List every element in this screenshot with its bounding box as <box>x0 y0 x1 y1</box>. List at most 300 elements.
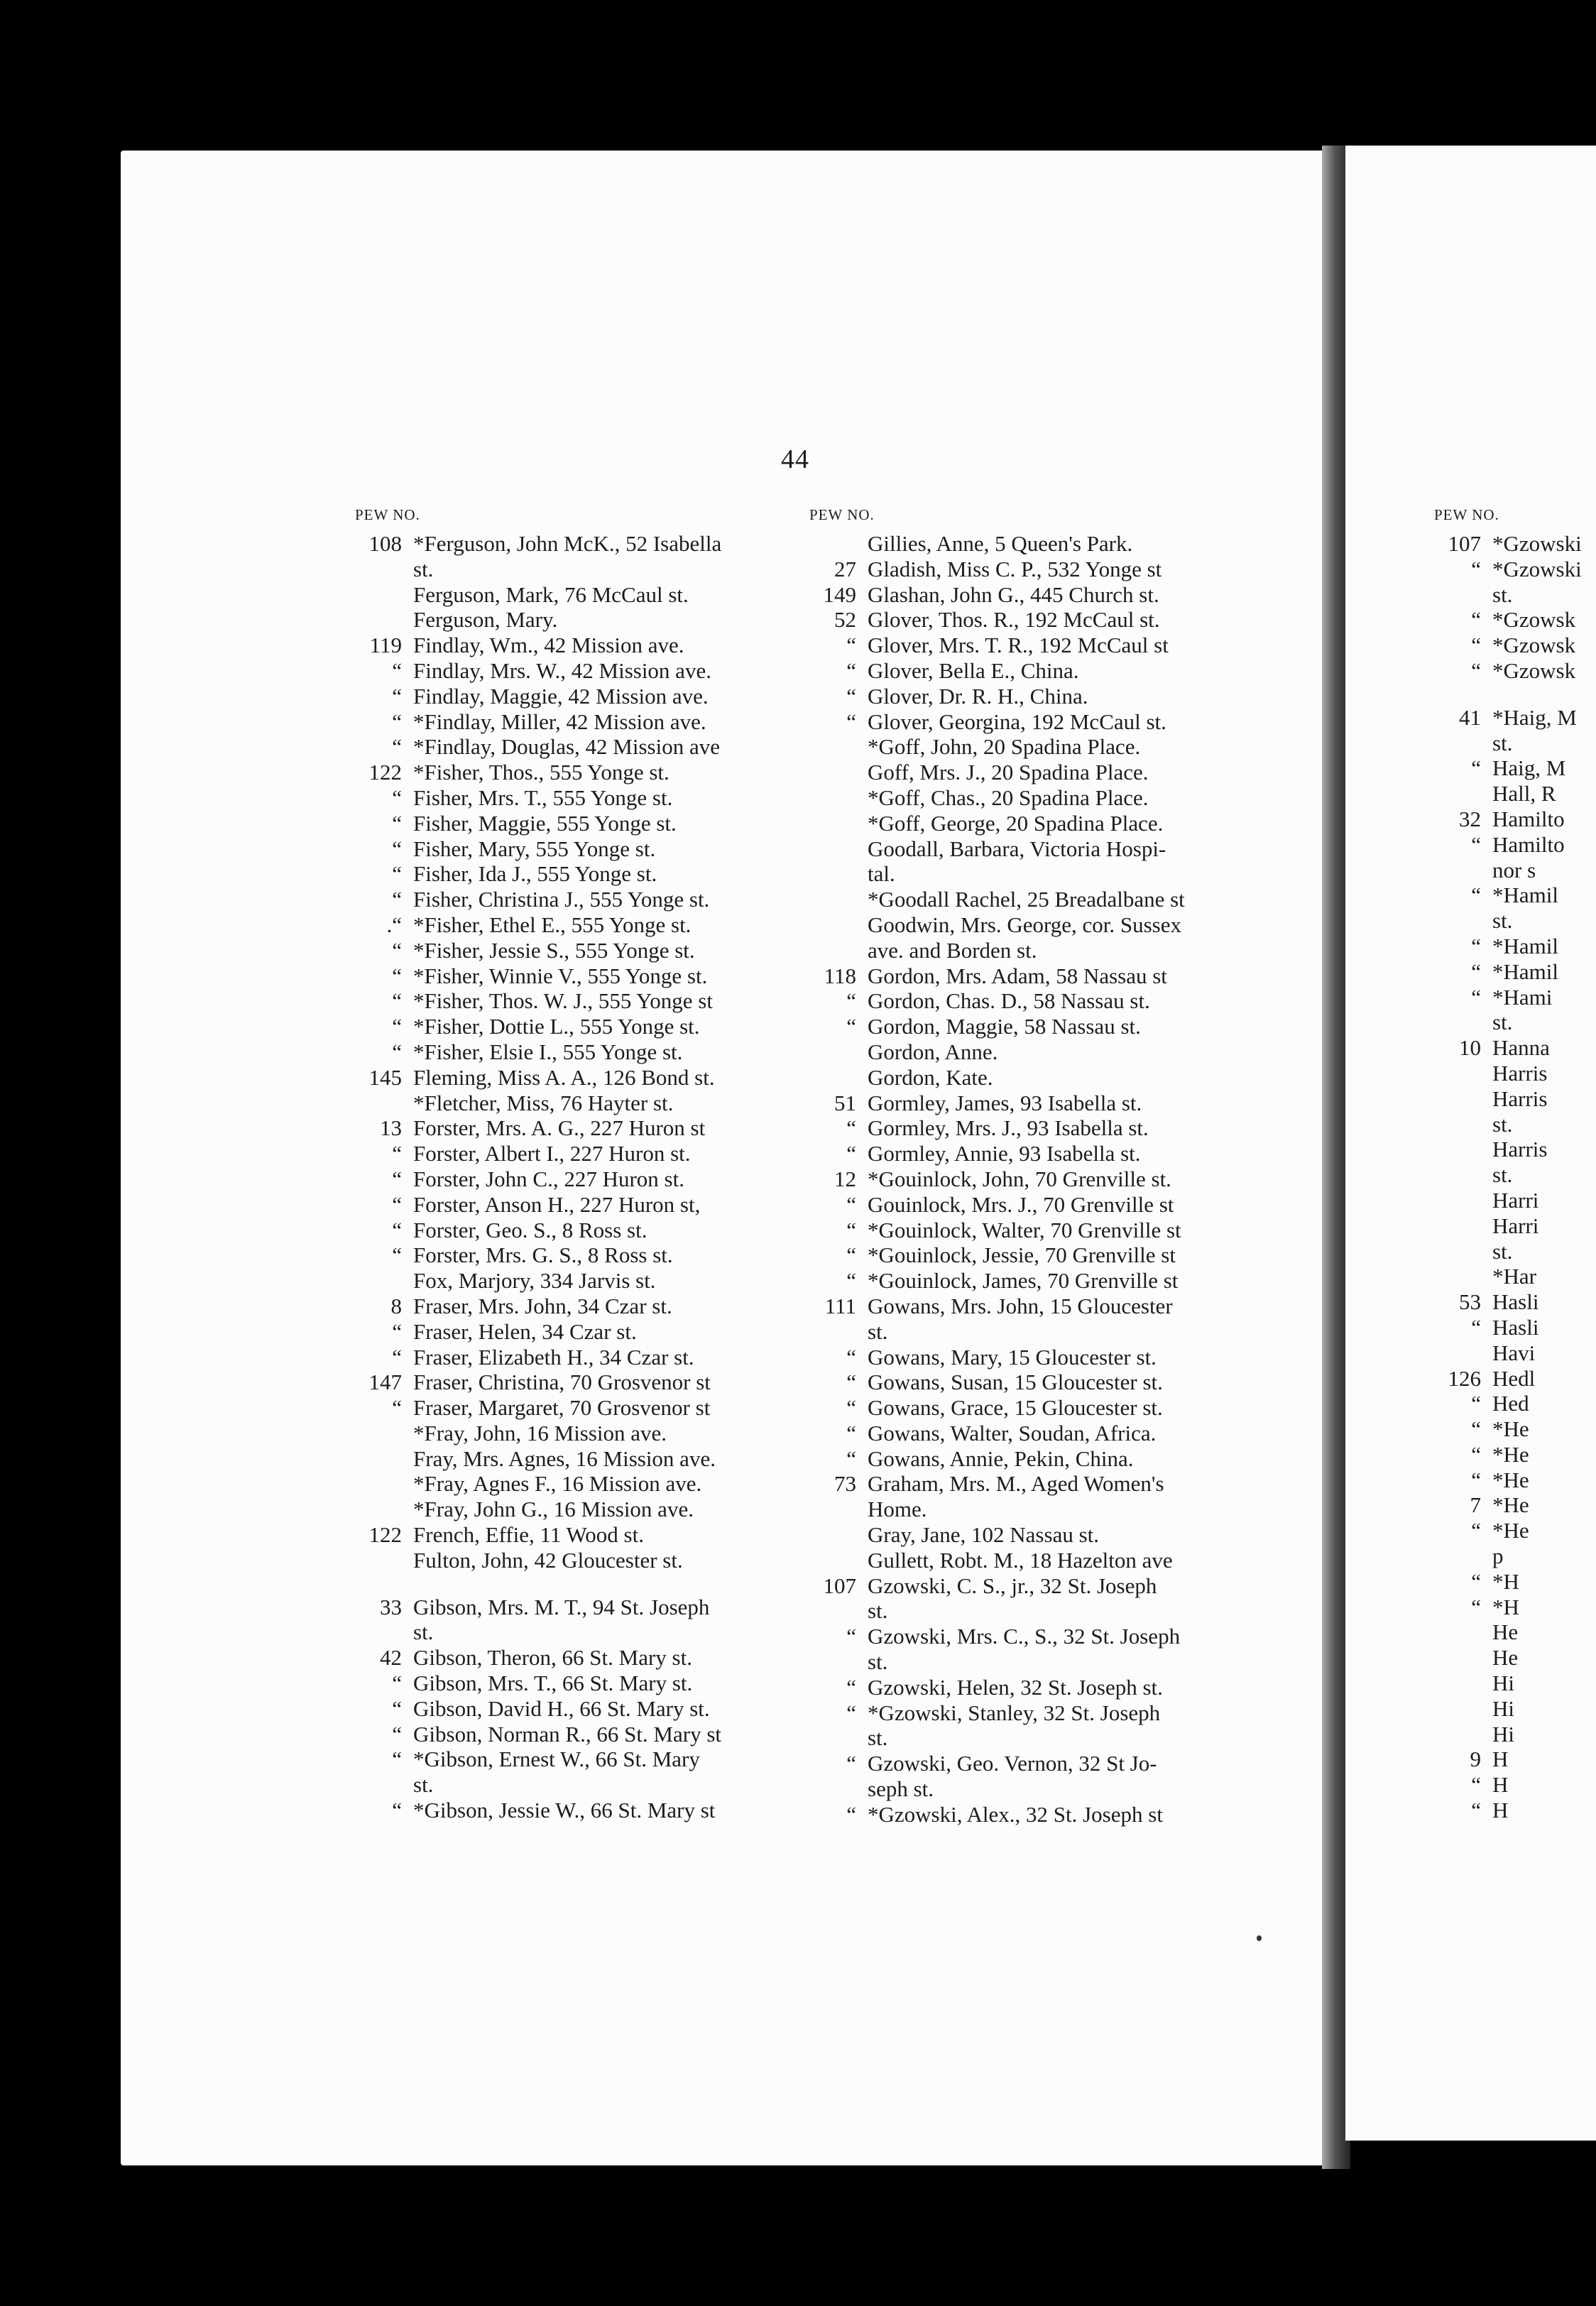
member-entry-text: Goff, Mrs. J., 20 Spadina Place. <box>868 760 1149 785</box>
directory-entry <box>355 1671 721 1696</box>
pew-number <box>809 1649 868 1675</box>
directory-entry <box>1434 1722 1582 1747</box>
pew-number: “ <box>1471 755 1481 781</box>
member-entry-text: Gibson, David H., 66 St. Mary st. <box>413 1695 710 1721</box>
pew-number <box>809 1598 868 1624</box>
pew-number: “ <box>392 810 402 836</box>
member-entry-text: Gormley, James, 93 Isabella st. <box>868 1090 1142 1115</box>
member-entry-text: *Ferguson, John McK., 52 Isabella <box>413 531 722 556</box>
directory-entry <box>809 1751 1185 1776</box>
member-entry-text: *Fisher, Elsie I., 555 Yonge st. <box>413 1039 683 1064</box>
member-entry-text: *Findlay, Douglas, 42 Mission ave <box>413 734 720 760</box>
member-entry-text: He <box>1492 1645 1519 1671</box>
pew-number: “ <box>846 657 856 683</box>
directory-entry <box>355 1065 721 1091</box>
member-entry-text: *Fisher, Ethel E., 555 Yonge st. <box>413 912 692 937</box>
directory-entry <box>355 861 721 887</box>
directory-entry <box>809 1014 1185 1039</box>
member-entry-text: *Goff, Chas., 20 Spadina Place. <box>868 785 1149 810</box>
member-entry-text: Gowans, Susan, 15 Gloucester st. <box>868 1370 1163 1395</box>
pew-number: “ <box>392 861 402 887</box>
directory-entry <box>809 1700 1185 1726</box>
directory-entry <box>1434 832 1582 858</box>
pew-number: “ <box>1471 1416 1481 1442</box>
member-entry-text: *Fisher, Dottie L., 555 Yonge st. <box>413 1014 700 1039</box>
pew-number: “ <box>846 1014 856 1039</box>
pew-number <box>809 531 868 557</box>
directory-entry <box>1434 1340 1582 1366</box>
directory-entry <box>809 1649 1185 1675</box>
left-column <box>355 506 721 1823</box>
member-entry-text: Gzowski, Mrs. C., S., 32 St. Joseph <box>868 1624 1181 1649</box>
pew-number: “ <box>392 836 402 861</box>
member-entry-text: Fraser, Margaret, 70 Grosvenor st <box>413 1395 711 1421</box>
directory-entry <box>809 1115 1185 1141</box>
middle-column <box>809 506 1185 1827</box>
pew-number <box>1434 1086 1492 1112</box>
member-entry-text: French, Effie, 11 Wood st. <box>413 1522 644 1548</box>
pew-number: “ <box>846 1395 856 1421</box>
directory-entry <box>1434 1112 1582 1137</box>
directory-entry <box>355 1014 721 1039</box>
member-entry-text: ave. and Borden st. <box>868 937 1037 963</box>
member-entry-text: tal. <box>868 861 895 887</box>
member-entry-text: Gzowski, C. S., jr., 32 St. Joseph <box>868 1573 1157 1598</box>
pew-number: “ <box>392 1747 402 1772</box>
pew-number: 42 <box>380 1645 402 1671</box>
directory-entry <box>1434 1595 1582 1620</box>
pew-number: “ <box>392 683 402 709</box>
directory-entry <box>355 1595 721 1620</box>
pew-number: 7 <box>1470 1492 1481 1518</box>
directory-entry <box>1434 1391 1582 1416</box>
pew-number <box>1434 1543 1492 1569</box>
directory-entry <box>1434 959 1582 985</box>
pew-number: “ <box>846 1191 856 1217</box>
member-entry-text: *Hami <box>1492 984 1553 1010</box>
member-entry-text: Harri <box>1492 1187 1539 1213</box>
member-entry-text: Forster, Mrs. G. S., 8 Ross st. <box>413 1242 673 1268</box>
pew-number <box>809 1725 868 1751</box>
pew-number: “ <box>392 657 402 683</box>
member-entry-text: st. <box>1492 730 1513 755</box>
directory-entry <box>355 684 721 709</box>
member-entry-text: seph st. <box>868 1776 934 1802</box>
pew-number: .“ <box>386 912 402 937</box>
member-entry-text: *Findlay, Miller, 42 Mission ave. <box>413 709 706 734</box>
directory-entry <box>809 785 1185 811</box>
directory-entry <box>1434 1188 1582 1213</box>
directory-entry <box>809 988 1185 1014</box>
pew-number: “ <box>1471 882 1481 908</box>
directory-entry <box>1434 934 1582 959</box>
directory-entry <box>1434 807 1582 832</box>
directory-entry <box>809 658 1185 684</box>
directory-entry <box>1434 1035 1582 1061</box>
member-entry-text: Forster, Mrs. A. G., 227 Huron st <box>413 1115 706 1141</box>
pew-number <box>809 938 868 963</box>
member-entry-text: Hall, R <box>1492 781 1556 807</box>
pew-number: “ <box>1471 1568 1481 1594</box>
pew-number: “ <box>1471 984 1481 1010</box>
pew-number: “ <box>1471 1314 1481 1340</box>
directory-entry <box>809 1624 1185 1649</box>
directory-entry <box>355 1446 721 1472</box>
member-entry-text: Forster, Geo. S., 8 Ross st. <box>413 1217 647 1242</box>
pew-number: “ <box>846 1446 856 1471</box>
directory-entry <box>355 633 721 658</box>
pew-number <box>809 912 868 938</box>
directory-entry <box>1434 731 1582 756</box>
directory-entry <box>809 582 1185 608</box>
member-entry-text: *He <box>1492 1492 1529 1518</box>
directory-entry <box>355 1091 721 1116</box>
member-entry-text: *Fisher, Jessie S., 555 Yonge st. <box>413 937 695 963</box>
member-entry-text: Fisher, Christina J., 555 Yonge st. <box>413 887 710 912</box>
pew-number: 147 <box>368 1370 402 1395</box>
directory-entry <box>355 1497 721 1522</box>
directory-entry <box>355 963 721 989</box>
directory-entry <box>1434 1569 1582 1595</box>
pew-number: “ <box>1471 1441 1481 1467</box>
member-entry-text: *Fray, John G., 16 Mission ave. <box>413 1497 694 1522</box>
member-entry-text: Graham, Mrs. M., Aged Women's <box>868 1471 1164 1497</box>
directory-entry <box>1434 658 1582 684</box>
pew-number: 51 <box>834 1090 856 1115</box>
directory-entry <box>809 1776 1185 1802</box>
directory-entry <box>1434 1213 1582 1239</box>
directory-entry <box>1434 1798 1582 1823</box>
pew-number: 118 <box>824 963 856 988</box>
member-entry-text: Fulton, John, 42 Gloucester st. <box>413 1547 683 1573</box>
member-entry-text: Findlay, Maggie, 42 Mission ave. <box>413 683 709 709</box>
directory-entry <box>355 1522 721 1548</box>
member-entry-text: *Gzowski, Stanley, 32 St. Joseph <box>868 1700 1161 1725</box>
member-entry-text: st. <box>413 556 434 581</box>
pew-number: “ <box>1471 958 1481 984</box>
pew-number <box>355 582 413 608</box>
pew-number: 33 <box>380 1594 402 1619</box>
pew-number: “ <box>1471 633 1481 658</box>
member-entry-text: st. <box>868 1318 888 1344</box>
directory-entry <box>1434 582 1582 608</box>
pew-number <box>355 1446 413 1472</box>
directory-entry <box>809 1370 1185 1395</box>
pew-number: “ <box>392 1014 402 1039</box>
member-entry-text: Fraser, Mrs. John, 34 Czar st. <box>413 1293 672 1318</box>
member-entry-text: Harris <box>1492 1086 1548 1111</box>
pew-number: 111 <box>824 1293 856 1318</box>
directory-entry <box>355 1141 721 1166</box>
member-entry-text: Fraser, Helen, 34 Czar st. <box>413 1318 637 1344</box>
member-entry-text: *He <box>1492 1518 1529 1543</box>
directory-entry <box>1434 1442 1582 1468</box>
pew-number: “ <box>1471 556 1481 581</box>
pew-number <box>809 1319 868 1345</box>
directory-entry <box>1434 1619 1582 1645</box>
directory-entry <box>809 633 1185 658</box>
pew-number: 122 <box>368 1522 402 1548</box>
pew-number: “ <box>846 1217 856 1242</box>
pew-number: “ <box>392 988 402 1014</box>
pew-number: “ <box>846 1751 856 1776</box>
directory-entry <box>1434 1416 1582 1442</box>
member-entry-text: st. <box>1492 1162 1513 1188</box>
member-entry-text: Gordon, Kate. <box>868 1064 993 1090</box>
pew-number <box>809 734 868 760</box>
pew-number: “ <box>392 1141 402 1166</box>
member-entry-text: *Gzowski <box>1492 531 1582 556</box>
directory-entry <box>1434 705 1582 731</box>
member-entry-text: *Gibson, Ernest W., 66 St. Mary <box>413 1747 700 1772</box>
member-entry-text: *Fisher, Thos., 555 Yonge st. <box>413 760 669 785</box>
directory-entry <box>1434 1010 1582 1035</box>
directory-entry <box>355 785 721 811</box>
pew-number: “ <box>846 988 856 1014</box>
directory-entry <box>355 1696 721 1722</box>
member-entry-text: *Gouinlock, John, 70 Grenville st. <box>868 1166 1171 1191</box>
pew-number <box>355 557 413 582</box>
pew-number: 53 <box>1459 1289 1481 1315</box>
member-entry-text: st. <box>1492 908 1513 934</box>
directory-entry <box>809 963 1185 989</box>
member-entry-text: *Fisher, Thos. W. J., 555 Yonge st <box>413 988 713 1014</box>
directory-entry <box>1434 781 1582 807</box>
directory-entry <box>809 1268 1185 1294</box>
member-entry-text: Glover, Georgina, 192 McCaul st. <box>868 709 1166 734</box>
member-entry-text: Gowans, Mrs. John, 15 Gloucester <box>868 1293 1173 1318</box>
directory-entry <box>1434 1086 1582 1112</box>
pew-number: 122 <box>368 760 402 785</box>
directory-entry <box>355 1370 721 1395</box>
pew-number <box>1434 1137 1492 1162</box>
member-entry-text: Gullett, Robt. M., 18 Hazelton ave <box>868 1547 1173 1573</box>
member-entry-text: *Goff, John, 20 Spadina Place. <box>868 734 1141 760</box>
member-entry-text: *Goodall Rachel, 25 Breadalbane st <box>868 887 1185 912</box>
pew-number: 8 <box>390 1293 402 1318</box>
directory-entry <box>355 836 721 862</box>
member-entry-text: st. <box>1492 1111 1513 1137</box>
member-entry-text: Hamilto <box>1492 831 1565 857</box>
pew-number: “ <box>392 1039 402 1064</box>
member-entry-text: Gibson, Norman R., 66 St. Mary st <box>413 1721 721 1747</box>
directory-entry <box>355 1242 721 1268</box>
pew-number <box>1434 1213 1492 1239</box>
pew-number <box>1434 781 1492 807</box>
directory-entry <box>1434 607 1582 633</box>
directory-entry <box>355 658 721 684</box>
member-entry-text: Gowans, Mary, 15 Gloucester st. <box>868 1344 1157 1370</box>
directory-entry <box>355 1747 721 1772</box>
pew-number <box>809 811 868 836</box>
member-entry-text: st. <box>868 1649 888 1675</box>
directory-entry <box>809 887 1185 912</box>
pew-number <box>1434 582 1492 608</box>
pew-number: “ <box>392 734 402 760</box>
pew-number <box>355 1421 413 1446</box>
member-entry-text: Gowans, Walter, Soudan, Africa. <box>868 1420 1157 1446</box>
directory-entry <box>355 1039 721 1065</box>
pew-number <box>355 1772 413 1798</box>
pew-number <box>1434 731 1492 756</box>
member-entry-text: Fox, Marjory, 334 Jarvis st. <box>413 1268 656 1294</box>
pew-number: 107 <box>1448 531 1481 556</box>
member-entry-text: *Gouinlock, Walter, 70 Grenville st <box>868 1217 1181 1242</box>
member-entry-text: Fisher, Mrs. T., 555 Yonge st. <box>413 785 673 810</box>
directory-entry <box>809 1218 1185 1243</box>
member-entry-text: *Hamil <box>1492 958 1558 984</box>
pew-number: “ <box>1471 1391 1481 1416</box>
directory-entry <box>1434 531 1582 557</box>
pew-number <box>355 1497 413 1522</box>
pew-number: “ <box>846 1624 856 1649</box>
member-entry-text: Gray, Jane, 102 Nassau st. <box>868 1522 1099 1548</box>
pew-number <box>809 887 868 912</box>
pew-number <box>1434 1722 1492 1747</box>
pew-number <box>809 861 868 887</box>
directory-entry <box>1434 1289 1582 1315</box>
member-entry-text: Harris <box>1492 1060 1548 1086</box>
directory-entry <box>355 1798 721 1823</box>
member-entry-text: *Har <box>1492 1264 1536 1289</box>
member-entry-text: Forster, Anson H., 227 Huron st, <box>413 1191 701 1217</box>
pew-number: 52 <box>834 607 856 633</box>
directory-entry <box>355 1471 721 1497</box>
member-entry-text: Hanna <box>1492 1035 1550 1061</box>
pew-number: “ <box>392 1242 402 1268</box>
pew-number: “ <box>846 1420 856 1446</box>
pew-number: “ <box>846 633 856 658</box>
directory-entry <box>809 912 1185 938</box>
directory-entry <box>809 1319 1185 1345</box>
pew-number: “ <box>392 1798 402 1823</box>
directory-entry <box>809 709 1185 735</box>
member-entry-text: Gowans, Annie, Pekin, China. <box>868 1446 1134 1471</box>
pew-number: “ <box>1471 933 1481 958</box>
directory-entry <box>1434 633 1582 658</box>
directory-entry <box>355 988 721 1014</box>
section-gap <box>1434 684 1582 705</box>
directory-entry <box>809 1573 1185 1599</box>
member-entry-text: Gibson, Mrs. M. T., 94 St. Joseph <box>413 1594 710 1619</box>
member-entry-text: *He <box>1492 1467 1529 1492</box>
pew-number: “ <box>392 785 402 810</box>
pew-number <box>355 1548 413 1573</box>
directory-entry <box>809 938 1185 963</box>
member-entry-text: Findlay, Wm., 42 Mission ave. <box>413 633 684 658</box>
directory-entry <box>1434 1645 1582 1671</box>
member-entry-text: Gormley, Annie, 93 Isabella st. <box>868 1141 1141 1166</box>
member-entry-text: Haig, M <box>1492 755 1566 781</box>
pew-number: “ <box>846 1242 856 1268</box>
pew-number: “ <box>392 1344 402 1370</box>
pew-number: “ <box>392 887 402 912</box>
directory-entry <box>355 1395 721 1421</box>
member-entry-text: st. <box>868 1598 888 1624</box>
pew-number <box>1434 1112 1492 1137</box>
member-entry-text: st. <box>413 1772 434 1798</box>
directory-entry <box>1434 1162 1582 1188</box>
pew-number <box>809 836 868 862</box>
pew-number: “ <box>846 1700 856 1725</box>
directory-entry <box>1434 1137 1582 1162</box>
directory-entry <box>809 1598 1185 1624</box>
directory-entry <box>809 1294 1185 1319</box>
member-entry-text: *Gouinlock, James, 70 Grenville st <box>868 1268 1179 1294</box>
member-entry-text: Forster, John C., 227 Huron st. <box>413 1166 684 1191</box>
member-entry-text: Harri <box>1492 1213 1539 1238</box>
directory-entry <box>355 1345 721 1370</box>
pew-number <box>355 607 413 633</box>
member-entry-text: *He <box>1492 1416 1529 1442</box>
directory-entry <box>809 557 1185 582</box>
member-entry-text: *Gibson, Jessie W., 66 St. Mary st <box>413 1798 716 1823</box>
ink-speck <box>1257 1935 1262 1941</box>
directory-entry <box>809 1039 1185 1065</box>
pew-number <box>1434 1188 1492 1213</box>
section-gap <box>355 1573 721 1595</box>
pew-number <box>1434 1696 1492 1722</box>
member-entry-text: Gowans, Grace, 15 Gloucester st. <box>868 1395 1163 1421</box>
pew-number <box>1434 1162 1492 1188</box>
directory-entry <box>355 887 721 912</box>
member-entry-text: *Goff, George, 20 Spadina Place. <box>868 810 1164 836</box>
member-entry-text: *Hamil <box>1492 933 1558 958</box>
pew-number: “ <box>846 1115 856 1141</box>
directory-entry <box>809 1395 1185 1421</box>
directory-entry <box>355 1772 721 1798</box>
member-entry-text: Gibson, Theron, 66 St. Mary st. <box>413 1645 692 1671</box>
pew-number <box>809 1065 868 1091</box>
pew-number: “ <box>1471 1467 1481 1492</box>
pew-number: “ <box>846 1370 856 1395</box>
pew-number: “ <box>392 1318 402 1344</box>
directory-entry <box>355 811 721 836</box>
member-entry-text: p <box>1492 1543 1504 1569</box>
member-entry-text: Fraser, Elizabeth H., 34 Czar st. <box>413 1344 694 1370</box>
directory-entry <box>355 709 721 735</box>
member-entry-text: *He <box>1492 1441 1529 1467</box>
directory-entry <box>355 734 721 760</box>
member-entry-text: Findlay, Mrs. W., 42 Mission ave. <box>413 657 711 683</box>
pew-number: “ <box>392 1671 402 1696</box>
pew-number <box>1434 1340 1492 1366</box>
directory-entry <box>809 836 1185 862</box>
page-number: 44 <box>781 444 809 474</box>
member-entry-text: *Hamil <box>1492 882 1558 908</box>
member-entry-text: Gibson, Mrs. T., 66 St. Mary st. <box>413 1671 693 1696</box>
directory-entry <box>809 684 1185 709</box>
pew-number: 145 <box>368 1064 402 1090</box>
directory-entry <box>809 861 1185 887</box>
member-entry-text: *Gzowsk <box>1492 607 1576 633</box>
member-entry-text: Goodwin, Mrs. George, cor. Sussex <box>868 912 1182 937</box>
pew-number: “ <box>846 1268 856 1294</box>
pew-number <box>1434 1061 1492 1086</box>
pew-number: 126 <box>1448 1365 1481 1391</box>
directory-entry <box>1434 882 1582 908</box>
member-entry-text: H <box>1492 1772 1509 1798</box>
pew-number <box>1434 1264 1492 1289</box>
member-entry-text: Fray, Mrs. Agnes, 16 Mission ave. <box>413 1446 716 1471</box>
pew-number <box>809 785 868 811</box>
directory-entry <box>355 1722 721 1747</box>
member-entry-text: Hasli <box>1492 1289 1539 1315</box>
pew-number <box>355 1268 413 1294</box>
pew-number <box>1434 908 1492 934</box>
directory-entry <box>1434 1671 1582 1696</box>
directory-entry <box>355 1421 721 1446</box>
